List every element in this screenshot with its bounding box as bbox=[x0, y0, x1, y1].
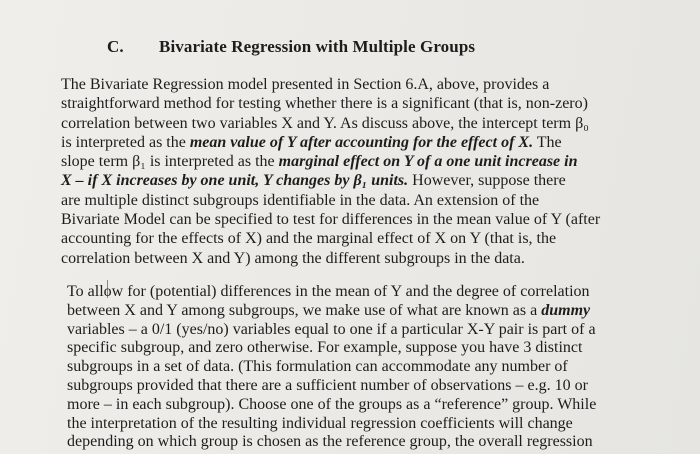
text-line: the interpretation of the resulting individual regression coefficients will change bbox=[67, 414, 573, 432]
text-line: subgroups provided that there are a sufficient number of observations – e.g. 10 or bbox=[67, 376, 588, 394]
text-run: However, suppose there bbox=[408, 172, 566, 190]
emphasis-unit-change: X – if X increases by one unit, Y changes by β₁ units. bbox=[61, 172, 409, 190]
text-line: straightforward method for testing whether there is a significant (that is, non-zero) bbox=[61, 95, 588, 113]
text-run: slope term β₁ is interpreted as the bbox=[61, 153, 279, 171]
text-cursor-icon bbox=[107, 280, 114, 298]
text-line bbox=[67, 302, 596, 321]
text-line: depending on which group is chosen as the reference group, the overall regression bbox=[67, 433, 593, 451]
text-line bbox=[61, 133, 600, 152]
section-heading bbox=[107, 37, 475, 57]
text-line: To allow for (potential) differences in the mean of Y and the degree of correlation bbox=[67, 283, 590, 300]
emphasis-mean-value: mean value of Y after accounting for the effect of X. bbox=[189, 133, 534, 151]
emphasis-marginal-effect: marginal effect on Y of a one unit increase in bbox=[278, 153, 578, 171]
text-line: are multiple distinct subgroups identifiable in the data. An extension of the bbox=[61, 191, 540, 209]
text-line: variables – a 0/1 (yes/no) variables equal to one if a particular X-Y pair is part of a bbox=[67, 320, 596, 338]
text-line: Bivariate Model can be specified to test for differences in the mean value of Y (after bbox=[61, 211, 601, 229]
text-line bbox=[61, 152, 600, 171]
text-line bbox=[61, 171, 600, 190]
text-run: The bbox=[533, 133, 562, 151]
text-line: subgroups in a set of data. (This formulation can accommodate any number of bbox=[67, 358, 568, 376]
text-line: correlation between X and Y) among the different subgroups in the data. bbox=[61, 249, 525, 267]
text-line: correlation between two variables X and Y. As discuss above, the intercept term β₀ bbox=[61, 114, 589, 132]
text-line: accounting for the effects of X) and the marginal effect of X on Y (that is, the bbox=[61, 230, 557, 248]
text-run: is interpreted as the bbox=[61, 133, 190, 151]
text-line: The Bivariate Regression model presented in Section 6.A, above, provides a bbox=[61, 76, 550, 93]
emphasis-dummy: dummy bbox=[541, 301, 591, 319]
text-run: between X and Y among subgroups, we make use of what are known as a bbox=[67, 301, 542, 319]
paragraph-1 bbox=[61, 75, 600, 268]
section-label: C. bbox=[107, 37, 124, 56]
paragraph-2 bbox=[67, 283, 596, 452]
text-line: specific subgroup, and zero otherwise. For example, suppose you have 3 distinct bbox=[67, 339, 583, 357]
section-title: Bivariate Regression with Multiple Groups bbox=[159, 37, 476, 56]
text-line: more – in each subgroup). Choose one of the groups as a “reference” group. While bbox=[67, 395, 597, 413]
